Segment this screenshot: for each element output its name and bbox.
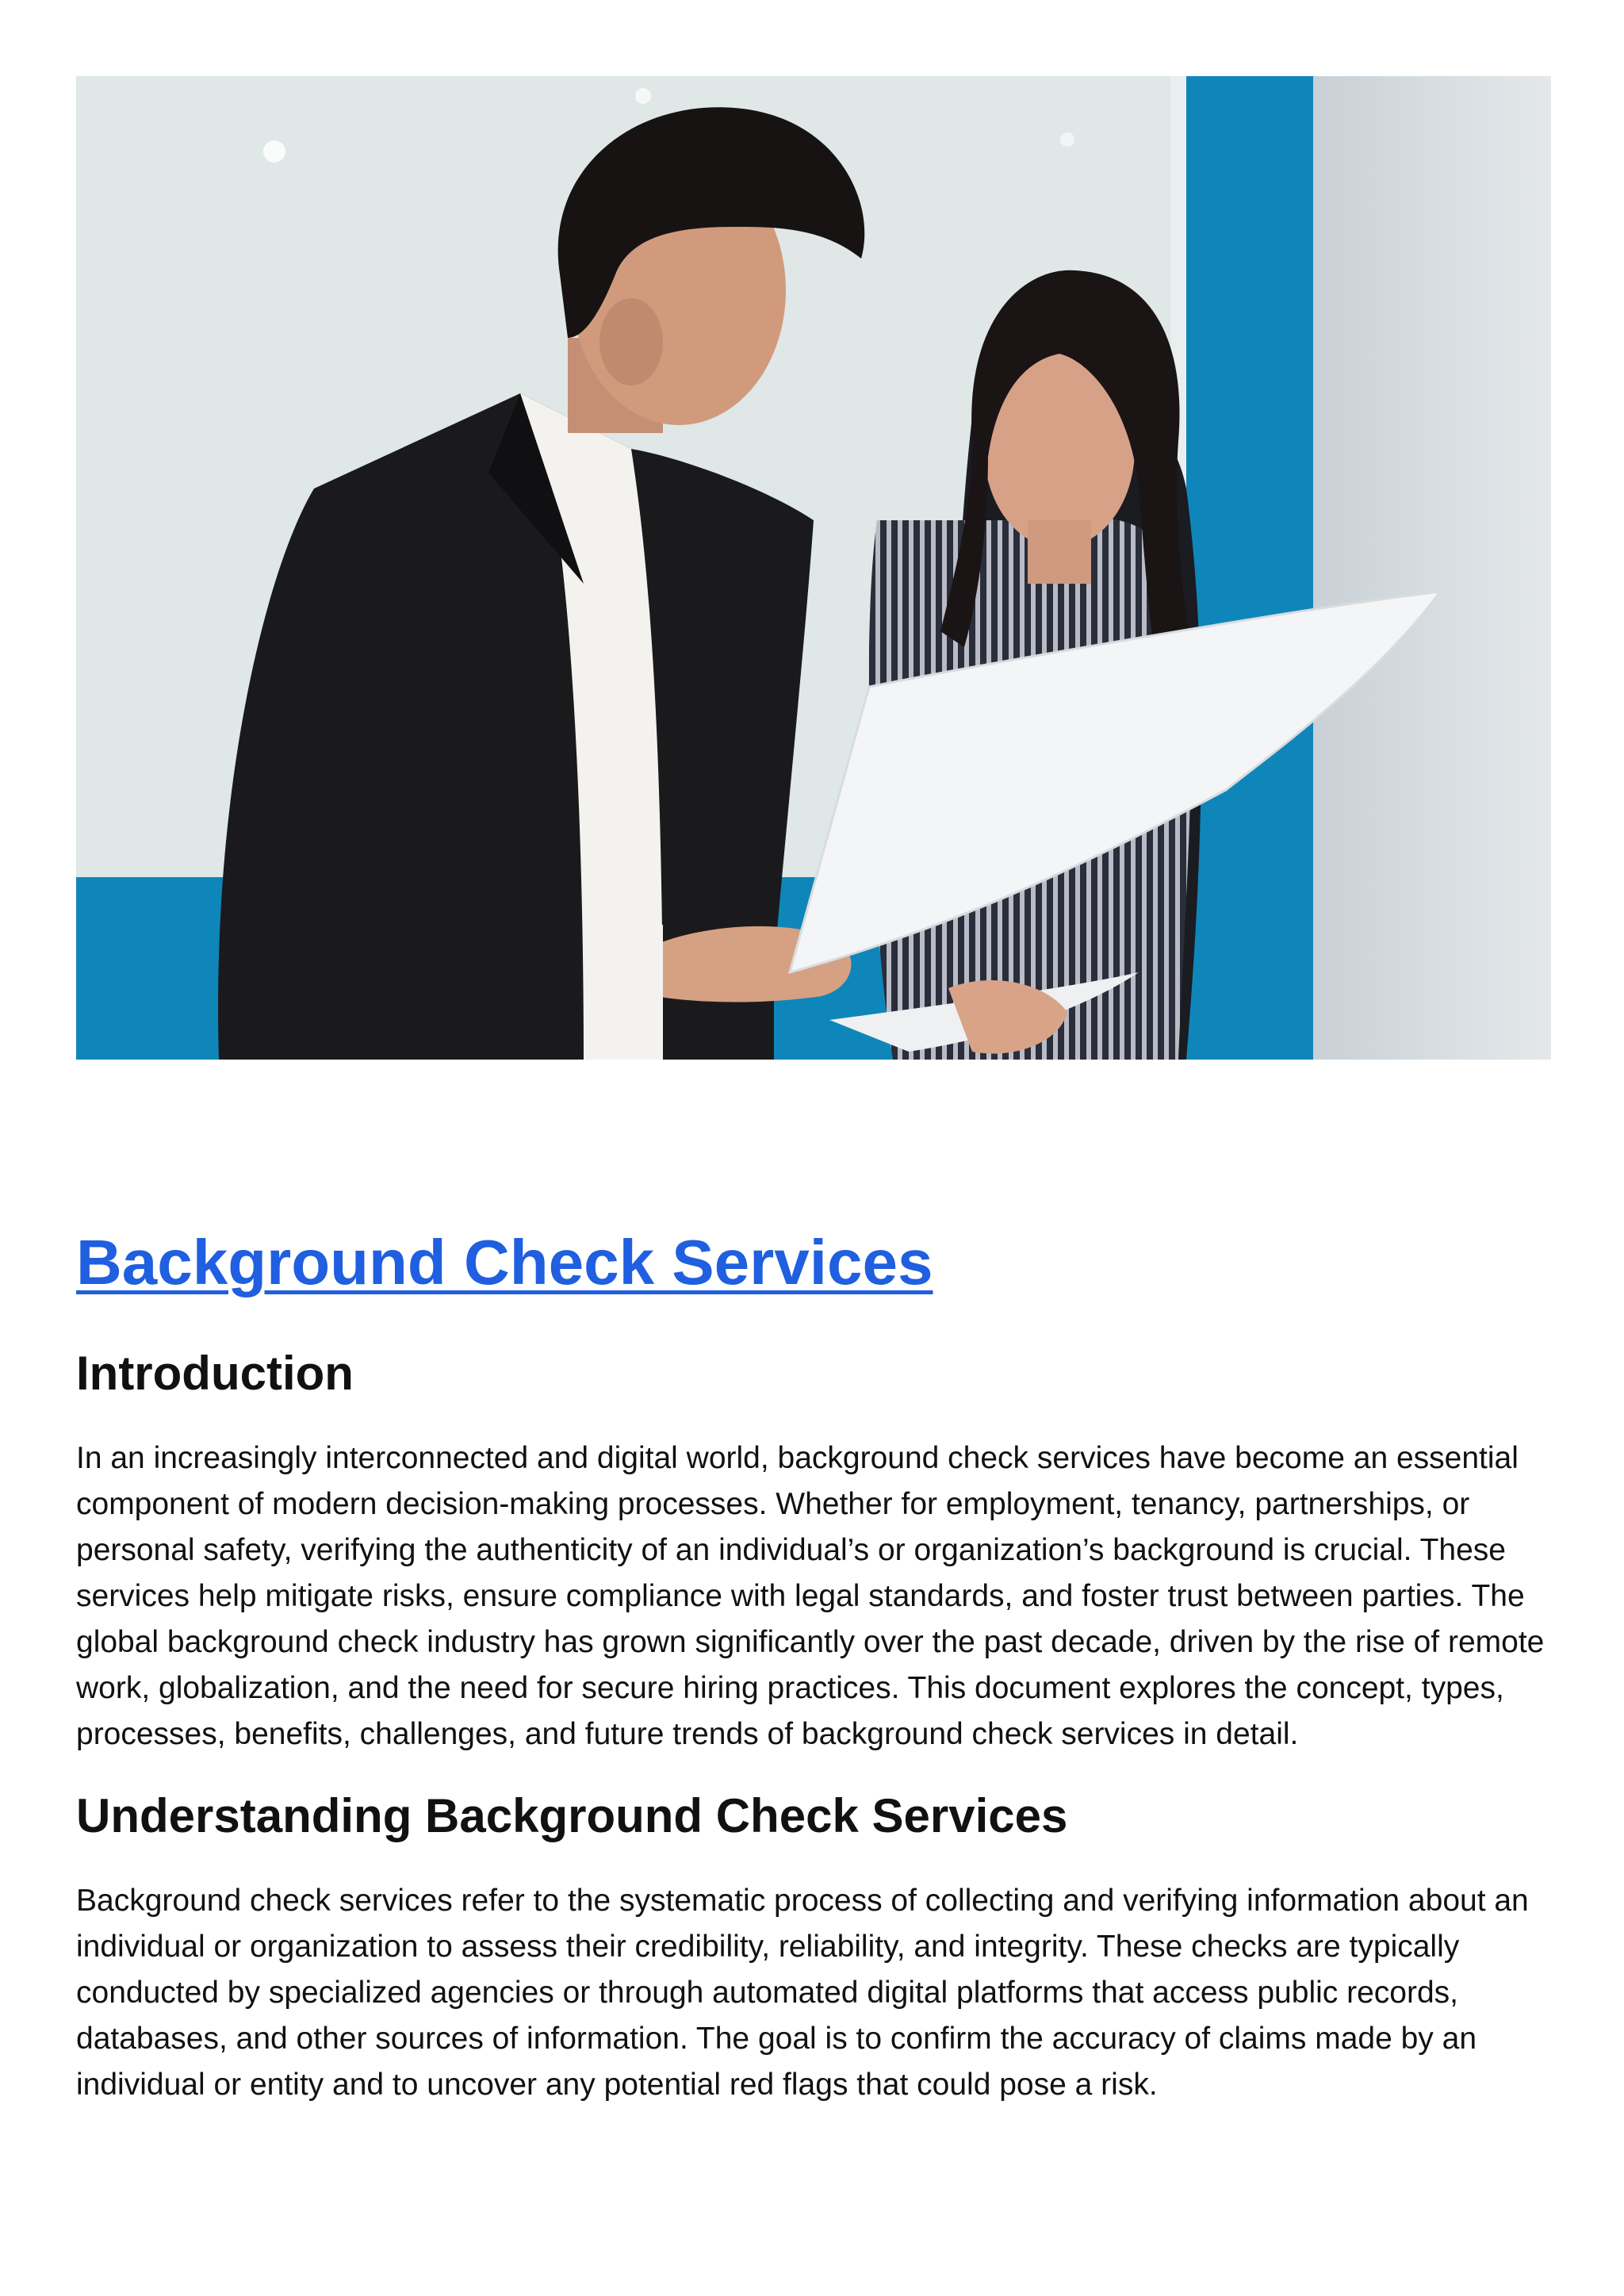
section-body-understanding: Background check services refer to the systematic process of collecting and verifying information about an individual or organization to assess their credibility, reliability, and integrity. These checks are typically conducted by specialized agencies or through automated digital platforms that access public records, databases, and other sources of information. The goal is to confirm the accuracy of claims made by an individual or entity and to uncover any potential red flags that could pose a risk. — [76, 1884, 1529, 2102]
page-title[interactable]: Background Check Services — [76, 1227, 933, 1297]
section-body-introduction: In an increasingly interconnected and digital world, background check services have become an essential component of modern decision-making processes. Whether for employment, tenancy, partnerships, or personal safety, verifying the authenticity of an individual’s or organization’s background is crucial. These services help mitigate risks, ensure compliance with legal standards, and foster trust between parties. The global background check industry has grown significantly over the past decade, driven by the rise of remote work, globalization, and the need for secure hiring practices. This document explores the concept, types, processes, benefits, challenges, and future trends of background check services in detail. — [76, 1441, 1545, 1751]
section-heading-introduction: Introduction — [76, 1347, 354, 1400]
document-page — [76, 76, 1551, 2108]
section-heading-understanding: Understanding Background Check Services — [76, 1789, 1068, 1842]
hero-image — [76, 76, 1551, 1060]
